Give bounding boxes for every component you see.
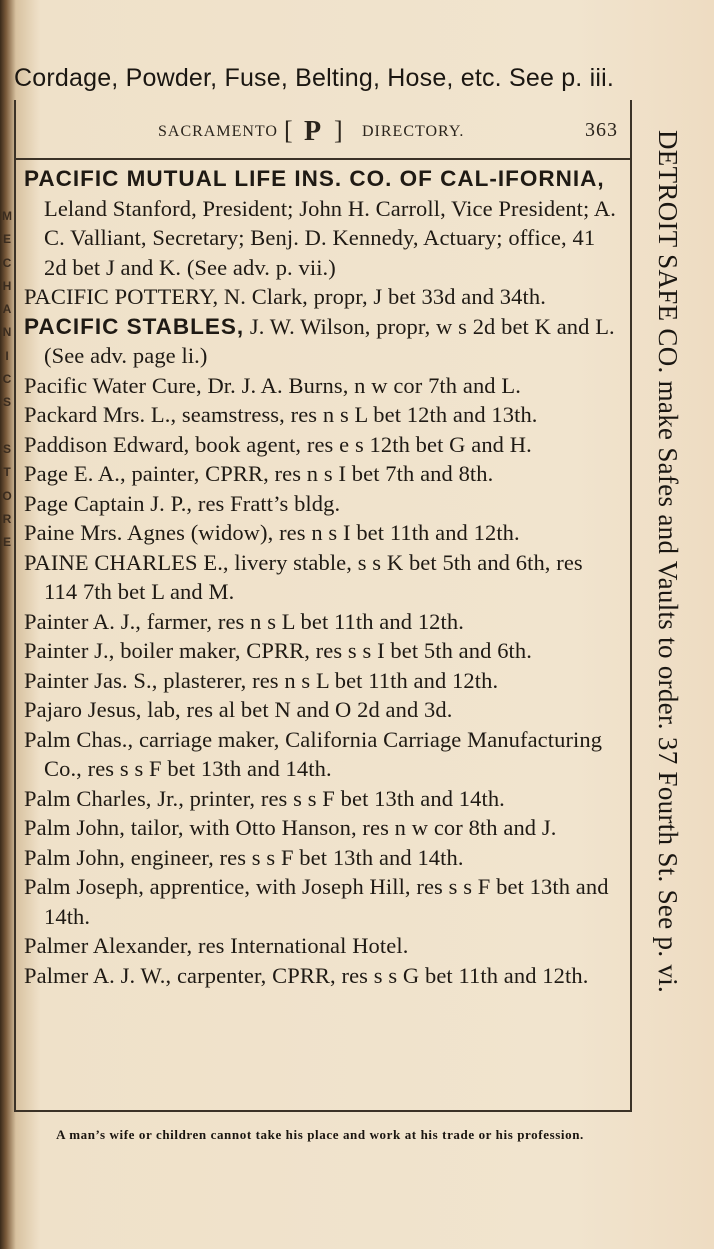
entry-name: Paine Mrs. Agnes (widow), bbox=[24, 520, 274, 545]
left-side-letter: A bbox=[2, 302, 12, 317]
directory-entry bbox=[24, 518, 620, 548]
entry-name: PAINE CHARLES E., bbox=[24, 549, 229, 575]
entry-details: res International Hotel. bbox=[192, 933, 409, 958]
entry-details: printer, res s s F bet 13th and 14th. bbox=[183, 785, 505, 811]
entry-name: Palm John, bbox=[24, 844, 126, 870]
left-side-letter: R bbox=[2, 511, 12, 526]
entry-details: boiler maker, CPRR, res s s I bet 5th and 6th. bbox=[114, 638, 532, 663]
directory-entry bbox=[24, 489, 620, 519]
left-side-letter: S bbox=[2, 395, 11, 410]
directory-entry bbox=[24, 666, 620, 696]
entry-name: Painter Jas. S., bbox=[24, 667, 158, 693]
left-side-letter: C bbox=[2, 255, 12, 270]
directory-entries bbox=[24, 164, 620, 990]
top-advertisement-banner: Cordage, Powder, Fuse, Belting, Hose, etc. See p. iii. bbox=[14, 64, 614, 92]
entry-details: lab, res al bet N and O 2d and 3d. bbox=[141, 697, 453, 722]
entry-name: Page Captain J. P., bbox=[24, 490, 193, 516]
directory-entry bbox=[24, 931, 620, 961]
entry-details: apprentice, with Joseph Hill, res s s F bet 13th and 14th. bbox=[44, 874, 609, 929]
running-head-bracket-right: ] bbox=[334, 116, 344, 145]
right-side-advertisement-text: DETROIT SAFE CO. make Safes and Vaults to order. 37 Fourth St. See p. vi. bbox=[653, 130, 683, 994]
running-head-bracket-left: [ bbox=[284, 116, 294, 145]
entry-name: Palm Joseph, bbox=[24, 874, 144, 899]
directory-entry bbox=[24, 548, 620, 607]
entry-details: livery stable, s s K bet 5th and 6th, res 114 7th bet L and M. bbox=[44, 549, 583, 604]
left-side-advertisement bbox=[0, 205, 14, 725]
left-side-letter: H bbox=[2, 278, 12, 293]
entry-details: Leland Stanford, President; John H. Carroll, Vice President; A. C. Valliant, Secretary; Benj. D. Kennedy, Actuary; office, 41 2d bet J and K. (See adv. p. vii.) bbox=[44, 195, 616, 280]
left-side-letter: E bbox=[2, 232, 11, 247]
entry-name: Palm Chas., bbox=[24, 726, 134, 752]
directory-entry bbox=[24, 695, 620, 725]
entry-name: PACIFIC MUTUAL LIFE INS. CO. OF CAL-IFORNIA, bbox=[24, 166, 605, 191]
running-head-directory: DIRECTORY. bbox=[362, 123, 465, 140]
directory-entry bbox=[24, 843, 620, 873]
entry-name: PACIFIC POTTERY, bbox=[24, 284, 219, 309]
left-side-letter: E bbox=[2, 535, 11, 550]
entry-details: Dr. J. A. Burns, n w cor 7th and L. bbox=[201, 372, 521, 398]
left-side-letter: O bbox=[2, 488, 12, 503]
running-head bbox=[158, 116, 618, 146]
entry-details: plasterer, res n s L bet 11th and 12th. bbox=[157, 667, 499, 693]
directory-entry bbox=[24, 459, 620, 489]
left-side-letter: S bbox=[2, 441, 11, 456]
entry-name: PACIFIC STABLES, bbox=[24, 313, 245, 339]
running-head-city: SACRAMENTO bbox=[158, 123, 278, 140]
entry-details: engineer, res s s F bet 13th and 14th. bbox=[125, 844, 464, 870]
footer-note: A man’s wife or children cannot take his place and work at his trade or his profession. bbox=[56, 1127, 584, 1142]
entry-details: res Fratt’s bldg. bbox=[192, 490, 341, 516]
page-number: 363 bbox=[585, 119, 618, 141]
directory-entry bbox=[24, 164, 620, 282]
entry-name: Palm John, bbox=[24, 815, 126, 840]
entry-name: Palm Charles, Jr., bbox=[24, 785, 184, 811]
left-side-letter: C bbox=[2, 372, 12, 387]
header-rule bbox=[14, 158, 632, 160]
directory-entry bbox=[24, 961, 620, 991]
directory-entry bbox=[24, 400, 620, 430]
entry-details: book agent, res e s 12th bet G and H. bbox=[189, 431, 532, 457]
entry-name: Pacific Water Cure, bbox=[24, 372, 202, 398]
left-side-letter bbox=[0, 415, 14, 438]
entry-name: Page E. A., bbox=[24, 461, 126, 486]
entry-name: Palmer A. J. W., bbox=[24, 962, 172, 988]
left-side-letter: M bbox=[2, 209, 12, 223]
entry-details: J. W. Wilson, propr, w s 2d bet K and L. (See adv. page li.) bbox=[44, 313, 615, 368]
entry-details: painter, CPRR, res n s I bet 7th and 8th. bbox=[125, 461, 494, 486]
entry-details: tailor, with Otto Hanson, res n w cor 8th and J. bbox=[125, 815, 557, 840]
right-side-advertisement bbox=[635, 130, 685, 1110]
entry-details: N. Clark, propr, J bet 33d and 34th. bbox=[218, 284, 546, 309]
left-side-letter: T bbox=[3, 465, 11, 480]
entry-name: Palmer Alexander, bbox=[24, 933, 193, 958]
running-head-letter: P bbox=[304, 116, 323, 147]
entry-name: Painter A. J., bbox=[24, 608, 142, 634]
directory-entry bbox=[24, 636, 620, 666]
entry-details: res n s I bet 11th and 12th. bbox=[273, 520, 520, 545]
directory-entry bbox=[24, 784, 620, 814]
directory-entry bbox=[24, 872, 620, 931]
directory-entry bbox=[24, 312, 620, 371]
entry-name: Pajaro Jesus, bbox=[24, 697, 142, 722]
entry-details: farmer, res n s L bet 11th and 12th. bbox=[141, 608, 464, 634]
left-side-letter: N bbox=[2, 325, 12, 340]
directory-entry bbox=[24, 813, 620, 843]
entry-name: Packard Mrs. L., bbox=[24, 402, 177, 427]
entry-name: Painter J., bbox=[24, 638, 115, 663]
entry-details: carriage maker, California Carriage Manufacturing Co., res s s F bet 13th and 14th. bbox=[44, 726, 603, 781]
directory-entry bbox=[24, 282, 620, 312]
directory-entry bbox=[24, 371, 620, 401]
directory-entry bbox=[24, 607, 620, 637]
entry-details: carpenter, CPRR, res s s G bet 11th and 12th. bbox=[171, 962, 589, 988]
directory-entry bbox=[24, 725, 620, 784]
directory-entry bbox=[24, 430, 620, 460]
entry-name: Paddison Edward, bbox=[24, 431, 190, 457]
left-side-letter: I bbox=[5, 348, 9, 363]
entry-details: seamstress, res n s L bet 12th and 13th. bbox=[176, 402, 538, 427]
